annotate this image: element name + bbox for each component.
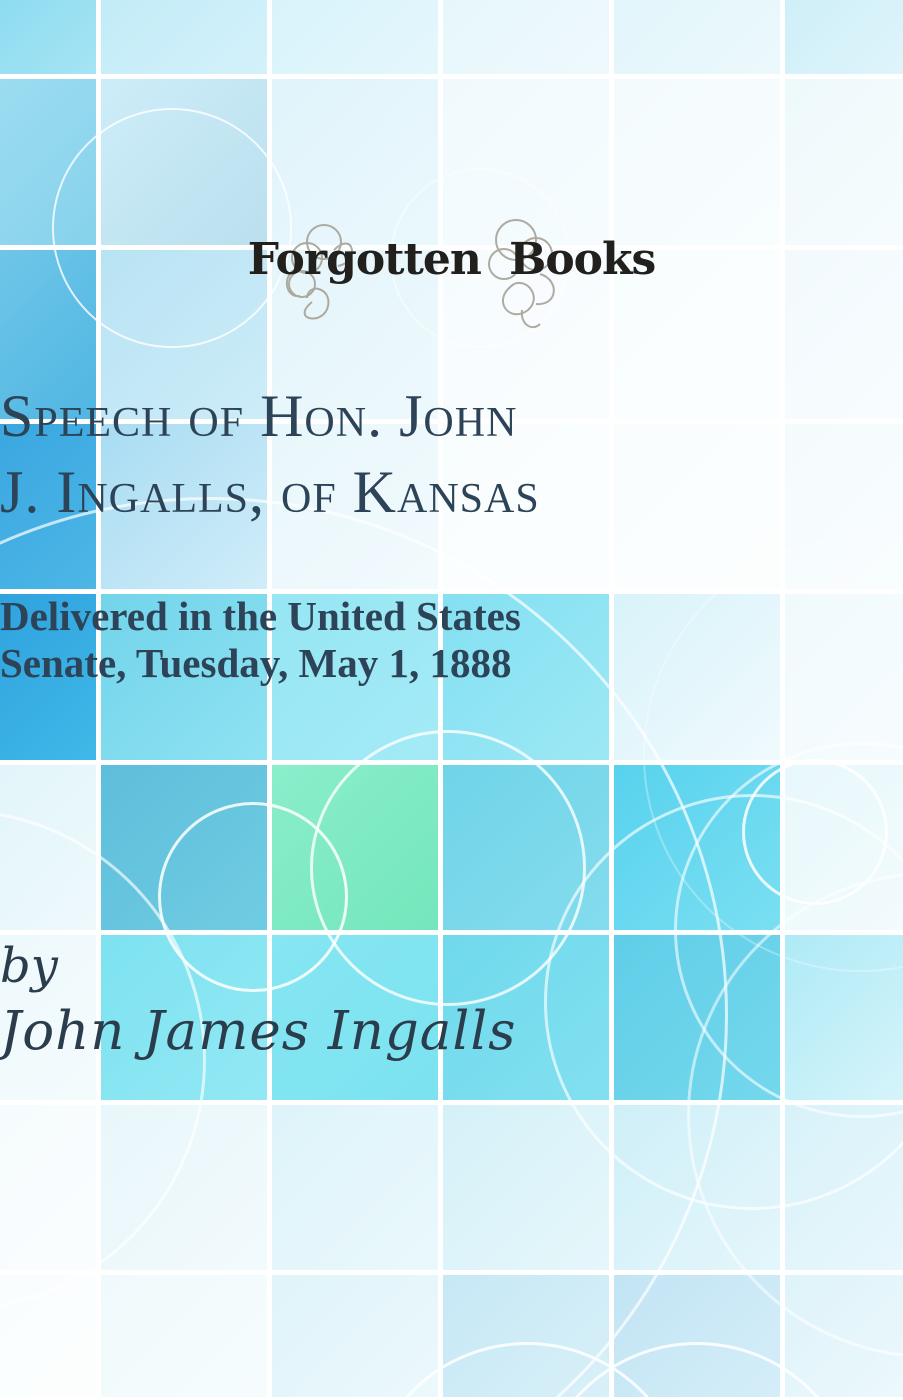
subtitle-line-1: Delivered in the United States <box>0 593 521 639</box>
subtitle-line-2: Senate, Tuesday, May 1, 1888 <box>0 640 512 686</box>
title-line-1: Speech of Hon. John <box>0 383 518 449</box>
book-title <box>0 378 903 530</box>
publisher-logo-text: Forgotten Books <box>247 234 656 285</box>
author-name: John James Ingalls <box>0 1001 517 1062</box>
publisher-logo <box>0 234 903 285</box>
byline <box>0 936 903 1064</box>
byline-prefix: by <box>0 938 58 994</box>
book-subtitle <box>0 593 903 687</box>
title-line-2: J. Ingalls, of Kansas <box>0 459 540 525</box>
decorative-circle <box>52 108 292 348</box>
